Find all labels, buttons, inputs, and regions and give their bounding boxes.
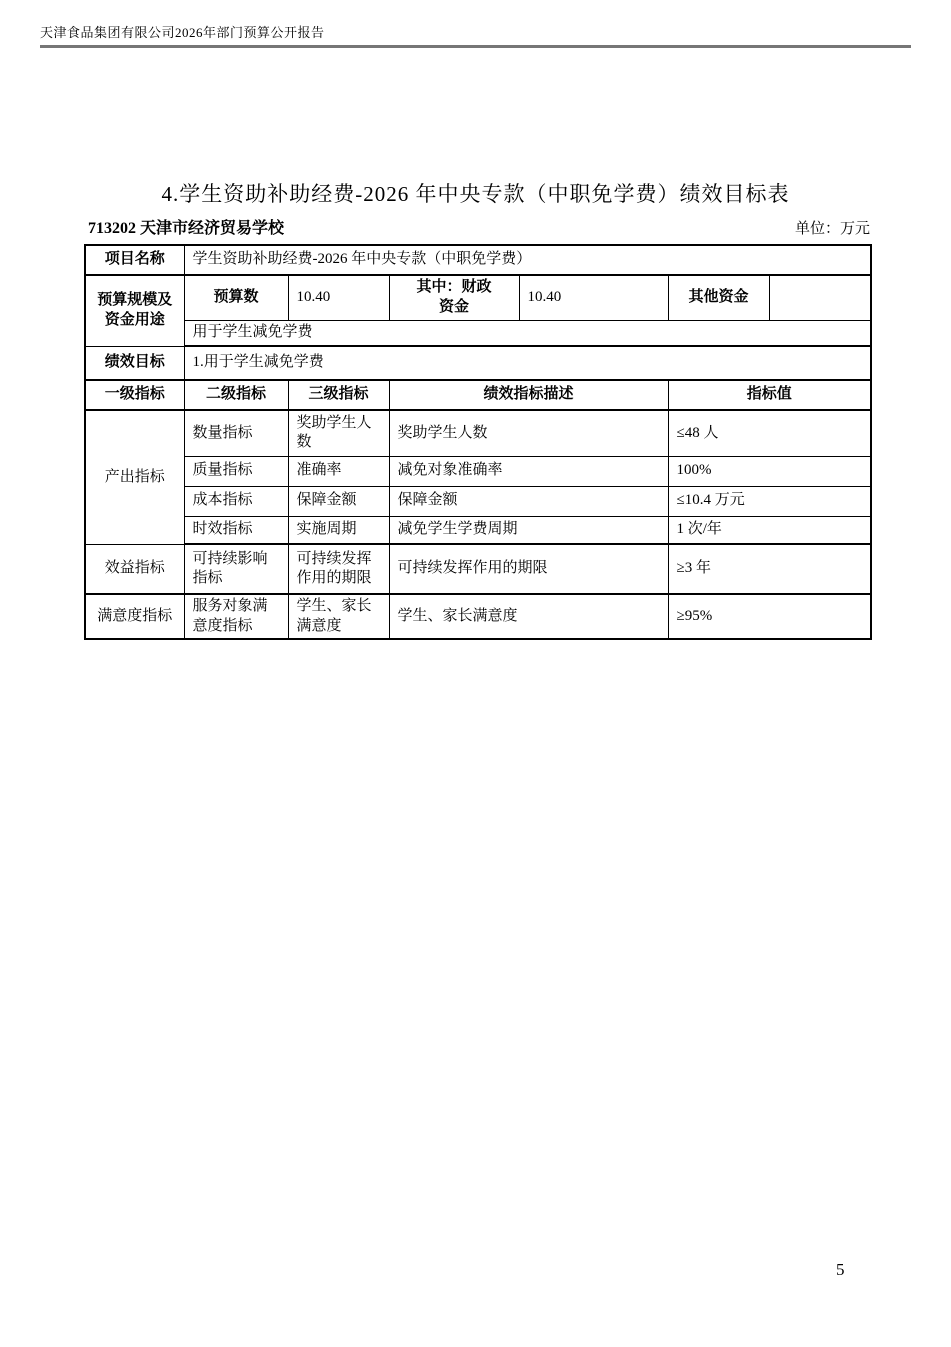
cell-header-level1: 一级指标	[85, 380, 184, 410]
cell-level1-satisfaction: 满意度指标	[85, 594, 184, 639]
cell-indicator-desc: 减免对象准确率	[389, 456, 668, 486]
cell-fiscal-funds-value: 10.40	[519, 275, 668, 320]
cell-budget-number-label: 预算数	[184, 275, 288, 320]
level2-text: 可持续影响指标	[192, 550, 268, 586]
cell-project-name-value: 学生资助补助经费-2026 年中央专款（中职免学费）	[184, 245, 871, 275]
cell-budget-scope-label	[85, 275, 184, 346]
cell-level3: 准确率	[288, 456, 389, 486]
cell-level3	[288, 410, 389, 456]
cell-other-funds-label: 其他资金	[668, 275, 769, 320]
cell-fiscal-funds-label	[389, 275, 519, 320]
cell-budget-number-value: 10.40	[288, 275, 389, 320]
unit-label: 单位：万元	[794, 221, 870, 237]
cell-level2	[184, 594, 288, 639]
cell-indicator-desc: 学生、家长满意度	[389, 594, 668, 639]
budget-scope-label-text: 预算规模及资金用途	[97, 292, 173, 328]
page-header-text: 天津食品集团有限公司2026年部门预算公开报告	[40, 25, 325, 40]
level3-text: 学生、家长满意度	[296, 598, 372, 634]
cell-level2: 时效指标	[184, 516, 288, 544]
cell-level3: 实施周期	[288, 516, 389, 544]
cell-indicator-desc: 减免学生学费周期	[389, 516, 668, 544]
cell-indicator-desc: 可持续发挥作用的期限	[389, 544, 668, 594]
cell-level2: 质量指标	[184, 456, 288, 486]
cell-header-value: 指标值	[668, 380, 871, 410]
fiscal-funds-label-text: 其中：财政资金	[416, 279, 492, 315]
cell-indicator-value: ≥3 年	[668, 544, 871, 594]
cell-level3: 保障金额	[288, 486, 389, 516]
level3-text: 奖助学生人数	[296, 414, 372, 451]
cell-level2: 成本指标	[184, 486, 288, 516]
cell-level3	[288, 544, 389, 594]
level3-text: 可持续发挥作用的期限	[296, 550, 372, 586]
cell-fund-usage-value: 用于学生减免学费	[184, 320, 871, 346]
cell-header-level3: 三级指标	[288, 380, 389, 410]
cell-level3	[288, 594, 389, 639]
cell-indicator-value: 1 次/年	[668, 516, 871, 544]
document-title: 4.学生资助补助经费-2026 年中央专款（中职免学费）绩效目标表	[161, 182, 790, 206]
cell-level2: 数量指标	[184, 410, 288, 456]
cell-other-funds-value	[769, 275, 871, 320]
cell-project-name-label: 项目名称	[85, 245, 184, 275]
cell-performance-goal-value: 1.用于学生减免学费	[184, 346, 871, 380]
cell-level1-benefit: 效益指标	[85, 544, 184, 594]
cell-indicator-value: ≤10.4 万元	[668, 486, 871, 516]
cell-header-desc: 绩效指标描述	[389, 380, 668, 410]
level2-text: 服务对象满意度指标	[192, 598, 268, 634]
cell-indicator-value: 100%	[668, 456, 871, 486]
cell-level1-output: 产出指标	[85, 410, 184, 544]
cell-indicator-value: ≤48 人	[668, 410, 871, 456]
table-subheader	[88, 215, 870, 238]
cell-performance-goal-label: 绩效目标	[85, 346, 184, 380]
cell-level2	[184, 544, 288, 594]
header-rule	[40, 45, 911, 48]
page-number: 5	[836, 1260, 845, 1279]
cell-indicator-desc: 保障金额	[389, 486, 668, 516]
cell-indicator-desc: 奖助学生人数	[389, 410, 668, 456]
cell-header-level2: 二级指标	[184, 380, 288, 410]
cell-indicator-value: ≥95%	[668, 594, 871, 639]
performance-target-table	[84, 244, 872, 640]
org-code-name: 713202 天津市经济贸易学校	[88, 220, 285, 237]
